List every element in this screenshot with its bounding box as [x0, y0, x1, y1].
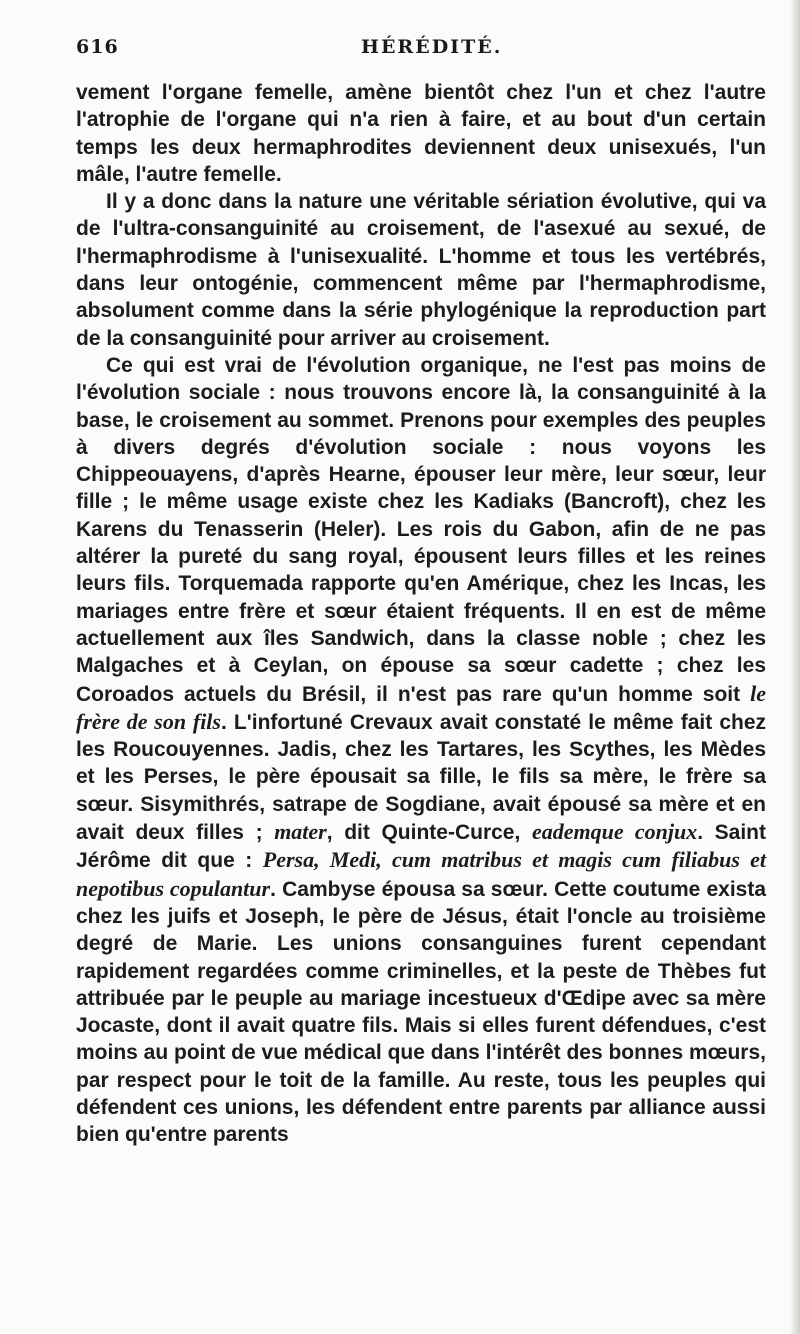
italic-text-run: le frère de son fils: [76, 680, 766, 734]
body-text: [76, 79, 766, 1149]
paragraph-1: [76, 79, 766, 188]
text-run: . Saint Jérôme dit que :: [76, 821, 767, 873]
text-run: Ce qui est vrai de l'évolution organique, ne l'est pas moins de l'évolution sociale : nous trouvons encore là, la consanguinité à la base, le croisement au sommet. Prenons pour exemples des peuples à divers degrés d'évolution sociale : nous voyons les Chippeouayens, d'après Hearne, épouser leur mère, leur sœur, leur fille ; le même usage existe chez les Kadiaks (Bancroft), chez les Karens du Tenasserin (Heler). Les rois du Gabon, afin de ne pas altérer la pureté du sang royal, épousent leurs filles et les reines leurs fils. Torquemada rapporte qu'en Amérique, chez les Incas, les mariages entre frère et sœur étaient fréquents. Il en est de même actuellement aux îles Sandwich, dans la classe noble ; chez les Malgaches et à Ceylan, on épouse sa sœur cadette ; chez les Coroados actuels du Brésil, il n'est pas rare qu'un homme soit: [76, 353, 766, 706]
page-edge-shadow: [790, 0, 800, 1334]
italic-text-run: mater: [274, 819, 327, 845]
italic-text-run: Persa, Medi, cum matribus et magis cum filiabus et nepotibus copulantur: [76, 847, 767, 901]
paragraph-2: [76, 188, 766, 352]
paragraph-3: [76, 352, 766, 1149]
text-run: Il y a donc dans la nature une véritable sériation évolutive, qui va de l'ultra-consanguinité au croisement, de l'asexué au sexué, de l'hermaphrodisme à l'unisexualité. L'homme et tous les vertébrés, dans leur ontogénie, commencent même par l'hermaphrodisme, absolument comme dans la série phylogénique la reproduction part de la consanguinité pour arriver au croisement.: [76, 190, 766, 350]
text-run: , dit Quinte-Curce,: [326, 821, 532, 845]
italic-text-run: eademque conjux: [531, 819, 698, 845]
page-number: 616: [76, 36, 119, 58]
text-run: . L'infortuné Crevaux avait constaté le même fait chez les Roucouyennes. Jadis, chez les Tartares, les Scythes, les Mèdes et les Perses, le père épousait sa fille, le fils sa mère, le frère sa sœur. Sisymithrés, satrape de Sogdiane, avait épousé sa mère et en avait deux filles ;: [76, 710, 767, 845]
running-title: HÉRÉDITÉ.: [361, 36, 503, 58]
text-run: . Cambyse épousa sa sœur. Cette coutume exista chez les juifs et Joseph, le père de Jésus, était l'oncle au troisième degré de Marie. Les unions consanguines furent cependant rapidement regardées comme criminelles, et la peste de Thèbes fut attribuée par le peuple au mariage incestueux d'Œdipe avec sa mère Jocaste, dont il avait quatre fils. Mais si elles furent défendues, c'est moins au point de vue médical que dans l'intérêt des bonnes mœurs, par respect pour le toit de la famille. Au reste, tous les peuples qui défendent ces unions, les défendent entre parents par alliance aussi bien qu'entre parents: [76, 877, 766, 1147]
text-run: vement l'organe femelle, amène bientôt chez l'un et chez l'autre l'atrophie de l'organe qui n'a rien à faire, et au bout d'un certain temps les deux hermaphrodites deviennent deux unisexués, l'un mâle, l'autre femelle.: [76, 81, 766, 186]
running-head: [76, 36, 766, 66]
